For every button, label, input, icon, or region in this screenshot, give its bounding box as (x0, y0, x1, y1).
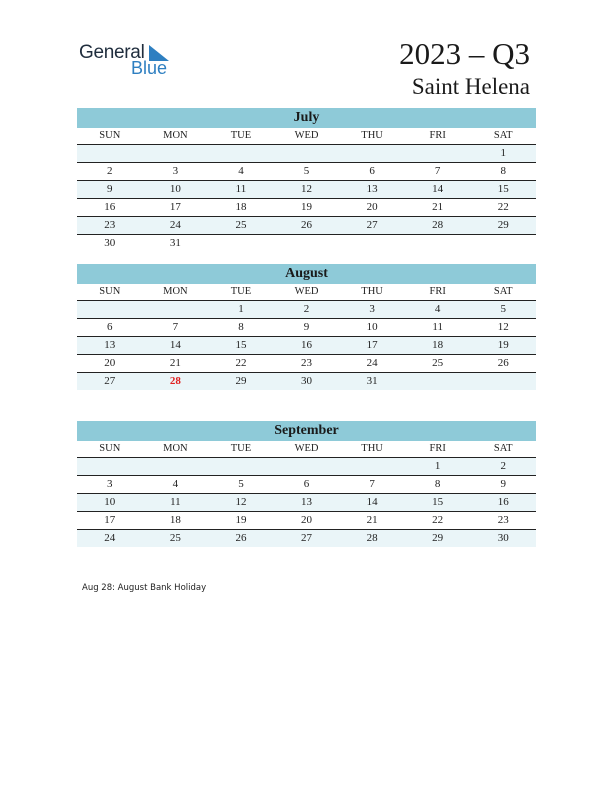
day-cell: 16 (497, 496, 509, 508)
day-cell: 6 (369, 165, 375, 177)
day-cell: 3 (172, 165, 179, 177)
weekday-label: TUE (230, 130, 252, 141)
day-cell: 12 (301, 183, 313, 195)
month-calendar (77, 421, 536, 547)
day-cell: 26 (497, 357, 509, 369)
weekday-label: SAT (493, 286, 513, 297)
day-cell: 20 (301, 514, 313, 526)
day-cell: 31 (169, 237, 181, 249)
day-cell: 9 (107, 183, 113, 195)
day-cell: 10 (169, 183, 181, 195)
weekday-label: SAT (493, 130, 513, 141)
month-name: July (77, 108, 536, 128)
weekday-label: SUN (99, 286, 121, 297)
month-name: September (77, 421, 536, 441)
week-row (77, 373, 536, 390)
day-cell: 4 (434, 303, 441, 315)
day-cell: 1 (500, 147, 506, 159)
week-row (77, 235, 536, 252)
day-cell: 31 (366, 375, 378, 387)
day-cell: 13 (301, 496, 313, 508)
week-row (77, 181, 536, 199)
day-cell: 12 (497, 321, 509, 333)
day-cell (470, 373, 536, 390)
day-cell: 10 (104, 496, 116, 508)
day-cell: 1 (434, 460, 441, 472)
day-cell: 8 (434, 478, 441, 490)
day-cell (339, 235, 405, 252)
day-cell: 2 (107, 165, 113, 177)
day-cell: 22 (497, 201, 509, 213)
day-cell (339, 458, 405, 475)
day-cell: 26 (301, 219, 313, 231)
day-cell: 10 (366, 321, 378, 333)
day-cell: 14 (366, 496, 378, 508)
holiday-day-cell: 28 (169, 375, 181, 387)
day-cell: 1 (238, 303, 244, 315)
month-calendar (77, 264, 536, 390)
weekday-label: WED (294, 443, 319, 454)
day-cell: 8 (238, 321, 244, 333)
weekday-label: WED (294, 130, 319, 141)
day-cell: 7 (172, 321, 179, 333)
week-row (77, 494, 536, 512)
day-cell: 6 (107, 321, 113, 333)
holiday-note: Aug 28: August Bank Holiday (82, 583, 207, 593)
day-cell: 15 (432, 496, 444, 508)
day-cell: 21 (169, 357, 181, 369)
day-cell: 30 (301, 375, 313, 387)
day-cell: 4 (238, 165, 244, 177)
day-cell: 12 (235, 496, 247, 508)
day-cell: 24 (169, 219, 181, 231)
day-cell (274, 235, 340, 252)
day-cell: 23 (497, 514, 509, 526)
day-cell: 29 (497, 219, 509, 231)
page-subtitle: Saint Helena (411, 74, 530, 99)
day-cell: 17 (366, 339, 378, 351)
day-cell: 26 (235, 532, 247, 544)
logo-general-text: General (79, 42, 145, 63)
day-cell (77, 458, 143, 475)
weekday-label: SAT (493, 443, 513, 454)
day-cell: 15 (497, 183, 509, 195)
week-row (77, 217, 536, 235)
day-cell: 17 (104, 514, 116, 526)
weekday-label: THU (361, 286, 383, 297)
day-cell: 15 (235, 339, 247, 351)
day-cell: 25 (235, 219, 247, 231)
weekday-label: FRI (429, 286, 446, 297)
day-cell: 19 (235, 514, 247, 526)
week-row (77, 458, 536, 476)
day-cell: 25 (432, 357, 444, 369)
week-row (77, 199, 536, 217)
day-cell: 11 (432, 321, 443, 333)
logo-blue-text: Blue (131, 58, 168, 78)
day-cell: 16 (104, 201, 116, 213)
day-cell: 20 (104, 357, 116, 369)
weekday-label: TUE (230, 286, 252, 297)
day-cell: 11 (235, 183, 247, 195)
weekday-label: SUN (99, 130, 121, 141)
weekday-label: FRI (429, 443, 446, 454)
day-cell: 9 (303, 321, 310, 333)
day-cell (208, 145, 274, 162)
day-cell: 20 (366, 201, 378, 213)
month-calendar (77, 108, 536, 252)
day-cell: 2 (303, 303, 310, 315)
week-row (77, 337, 536, 355)
day-cell: 9 (500, 478, 506, 490)
day-cell: 17 (169, 201, 181, 213)
day-cell: 4 (172, 478, 179, 490)
week-row (77, 512, 536, 530)
day-cell: 8 (500, 165, 506, 177)
weekday-label: MON (163, 286, 188, 297)
day-cell (339, 145, 405, 162)
day-cell: 16 (301, 339, 313, 351)
day-cell: 5 (500, 303, 506, 315)
day-cell: 13 (366, 183, 378, 195)
day-cell: 27 (104, 375, 116, 387)
weekday-label: MON (163, 443, 188, 454)
day-cell: 18 (235, 201, 247, 213)
day-cell: 28 (432, 219, 444, 231)
logo (79, 40, 179, 80)
day-cell (143, 145, 209, 162)
day-cell: 24 (104, 532, 116, 544)
day-cell: 29 (235, 375, 247, 387)
weekday-label: TUE (230, 443, 252, 454)
day-cell: 21 (432, 201, 444, 213)
weekday-header-row (77, 284, 536, 301)
day-cell (405, 373, 471, 390)
day-cell: 27 (301, 532, 313, 544)
day-cell: 6 (303, 478, 310, 490)
day-cell (143, 458, 209, 475)
day-cell (274, 145, 340, 162)
day-cell: 13 (104, 339, 116, 351)
day-cell: 22 (432, 514, 444, 526)
day-cell: 23 (301, 357, 313, 369)
day-cell: 19 (301, 201, 313, 213)
weekday-label: SUN (99, 443, 121, 454)
day-cell (208, 235, 274, 252)
day-cell: 3 (369, 303, 375, 315)
day-cell (405, 235, 471, 252)
day-cell: 18 (169, 514, 181, 526)
day-cell: 28 (366, 532, 378, 544)
day-cell: 21 (366, 514, 378, 526)
week-row (77, 145, 536, 163)
weekday-label: FRI (429, 130, 446, 141)
day-cell (77, 301, 143, 318)
day-cell: 19 (497, 339, 509, 351)
day-cell (405, 145, 471, 162)
day-cell (143, 301, 209, 318)
day-cell: 30 (497, 532, 509, 544)
week-row (77, 476, 536, 494)
day-cell: 3 (107, 478, 113, 490)
week-row (77, 301, 536, 319)
weekday-label: WED (294, 286, 319, 297)
weekday-label: THU (361, 130, 383, 141)
day-cell: 14 (432, 183, 444, 195)
day-cell: 5 (238, 478, 244, 490)
day-cell: 25 (169, 532, 181, 544)
week-row (77, 163, 536, 181)
weekday-header-row (77, 128, 536, 145)
day-cell: 7 (369, 478, 375, 490)
month-name: August (77, 264, 536, 284)
weekday-label: MON (163, 130, 188, 141)
weekday-label: THU (361, 443, 383, 454)
week-row (77, 319, 536, 337)
day-cell: 22 (235, 357, 247, 369)
day-cell: 30 (104, 237, 116, 249)
day-cell: 11 (170, 496, 181, 508)
day-cell: 23 (104, 219, 116, 231)
weekday-header-row (77, 441, 536, 458)
day-cell (470, 235, 536, 252)
day-cell: 2 (500, 460, 506, 472)
day-cell (208, 458, 274, 475)
week-row (77, 355, 536, 373)
page-title: 2023 – Q3 (399, 36, 530, 71)
day-cell: 7 (434, 165, 441, 177)
day-cell: 5 (303, 165, 310, 177)
day-cell: 24 (366, 357, 378, 369)
day-cell: 29 (432, 532, 444, 544)
day-cell: 27 (366, 219, 378, 231)
day-cell (77, 145, 143, 162)
day-cell: 14 (169, 339, 181, 351)
day-cell: 18 (432, 339, 444, 351)
week-row (77, 530, 536, 547)
day-cell (274, 458, 340, 475)
